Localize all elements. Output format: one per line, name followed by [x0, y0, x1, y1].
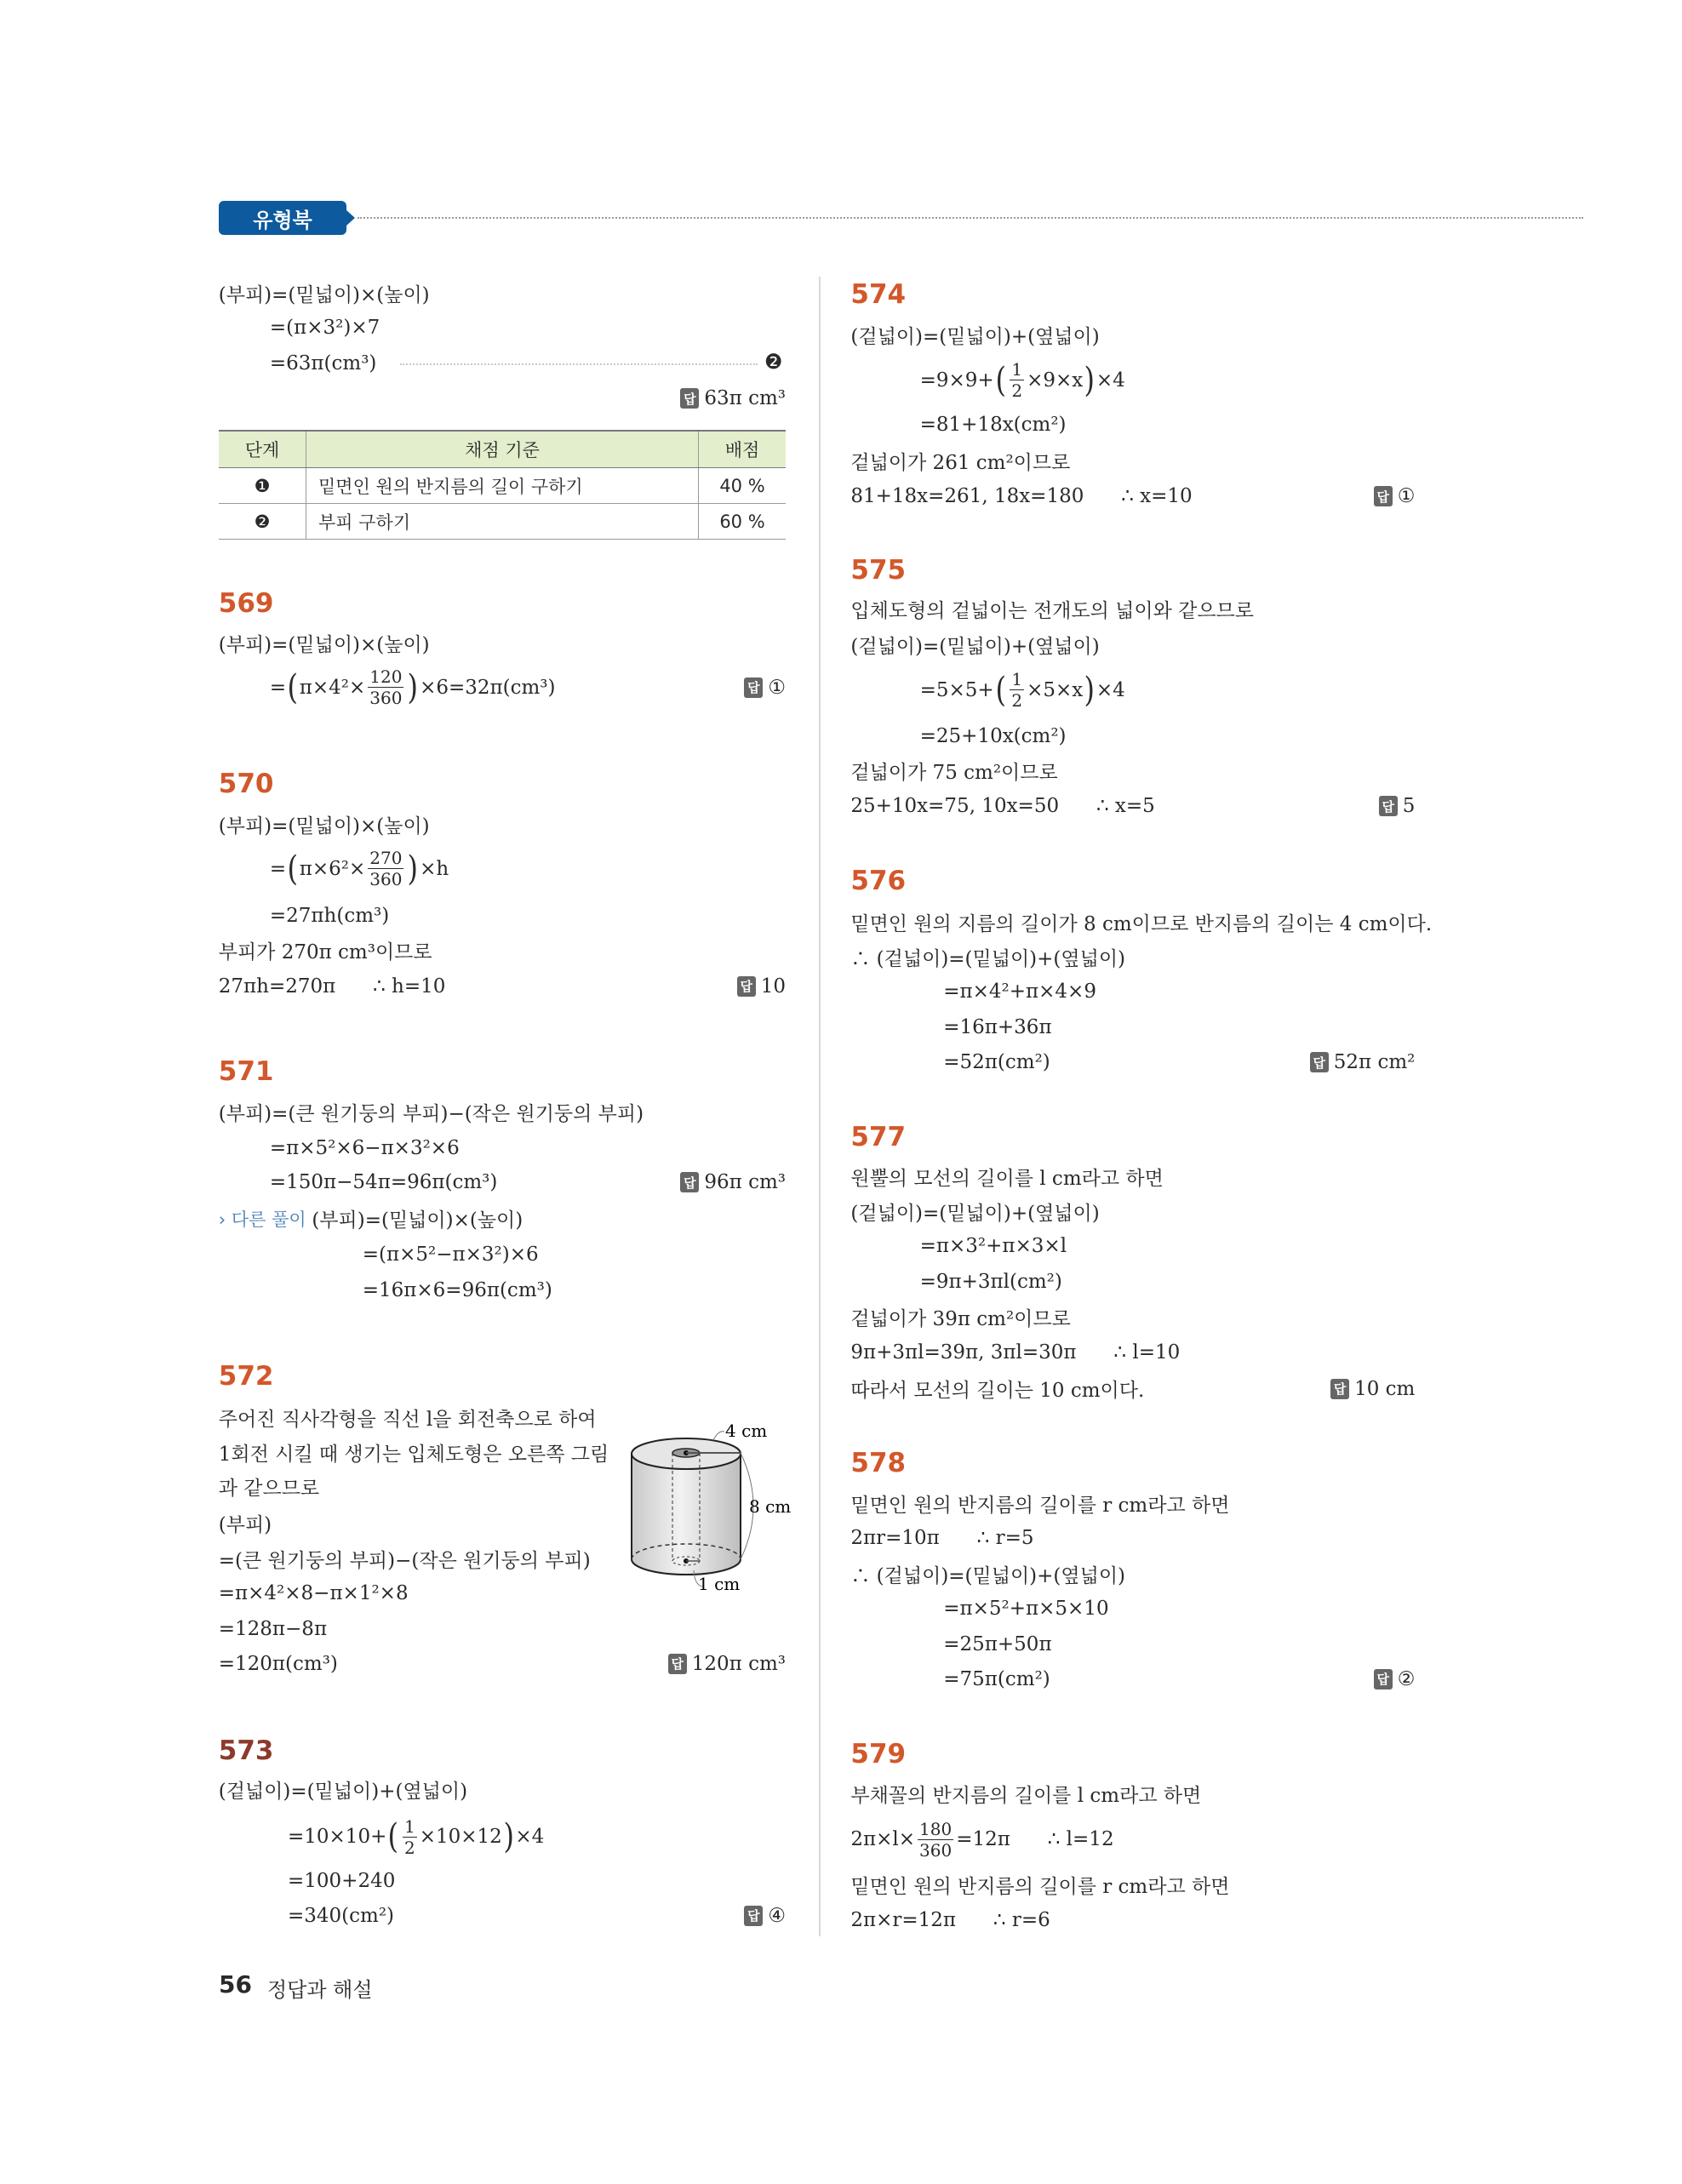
- answer-value: 10 cm: [1354, 1377, 1416, 1400]
- math-text: =9π+3πl(cm²): [919, 1271, 1062, 1294]
- solution-line: [270, 342, 377, 385]
- large-parenthesis: (: [995, 670, 1006, 710]
- math-text: ×5×x: [1027, 678, 1084, 701]
- dotted-leader: [400, 363, 758, 365]
- solution-line: [850, 1818, 1113, 1861]
- math-text: 밑면인 원의 지름의 길이가 8 cm이므로 반지름의 길이는 4 cm이다.: [850, 913, 1433, 936]
- fraction-denominator: 360: [369, 869, 403, 889]
- step-cell: ❷: [219, 504, 306, 540]
- math-text: =5×5+: [919, 678, 994, 701]
- solution-line: [219, 803, 430, 846]
- math-text: ×6=32π(cm³): [420, 676, 556, 699]
- solution-line: [270, 848, 449, 890]
- table-header: 채점 기준: [306, 431, 699, 468]
- solution-line: [363, 1269, 552, 1312]
- step-cell: ❶: [219, 468, 306, 504]
- large-parenthesis: ): [408, 667, 419, 707]
- math-text: ×9×x: [1027, 369, 1084, 392]
- math-text: =340(cm²): [288, 1904, 395, 1927]
- solution-line: [850, 475, 1192, 517]
- math-text: 부피가 270π cm³이므로: [218, 940, 432, 963]
- solution-line: [920, 669, 1125, 712]
- math-text: π×4²×: [299, 676, 366, 699]
- answer-value: ①: [768, 676, 786, 699]
- table-row: [219, 504, 786, 540]
- math-text: 부채꼴의 반지름의 길이를 l cm라고 하면: [850, 1785, 1202, 1808]
- math-text: 겉넓이가 75 cm²이므로: [850, 761, 1058, 784]
- answer-badge-icon: 답: [680, 388, 699, 409]
- alternate-solution-label: › 다른 풀이: [218, 1209, 312, 1230]
- math-text: =(π×5²−π×3²)×6: [362, 1243, 539, 1266]
- solution-line: [219, 1643, 338, 1685]
- math-text: (부피)=(밑넓이)×(높이): [218, 815, 430, 838]
- math-text: =27πh(cm³): [269, 904, 390, 927]
- answer-badge-icon: 답: [1330, 1379, 1349, 1399]
- math-text: ×h: [420, 857, 449, 880]
- fraction: [1010, 669, 1024, 711]
- table-header: 배점: [699, 431, 787, 468]
- answer-badge-icon: 답: [1374, 486, 1393, 506]
- answer: [1379, 785, 1416, 827]
- math-text: =(큰 원기둥의 부피)−(작은 원기둥의 부피): [218, 1549, 591, 1572]
- math-text: 따라서 모선의 길이는 10 cm이다.: [850, 1380, 1145, 1402]
- large-parenthesis: (: [287, 849, 299, 889]
- math-text: 밑면인 원의 반지름의 길이를 r cm라고 하면: [850, 1494, 1230, 1517]
- large-parenthesis: (: [995, 360, 1006, 400]
- answer: [737, 965, 786, 1008]
- math-text: =25+10x(cm²): [919, 724, 1067, 747]
- large-parenthesis: (: [387, 1817, 399, 1856]
- section-tab: 유형북: [219, 201, 346, 235]
- math-text: 25+10x=75, 10x=50 ∴ x=5: [850, 795, 1155, 818]
- math-text: =10×10+: [288, 1826, 387, 1848]
- large-parenthesis: (: [287, 667, 299, 707]
- answer-badge-icon: 답: [744, 1906, 763, 1926]
- math-text: =π×5²×6−π×3²×6: [269, 1136, 460, 1159]
- solution-line: [270, 666, 556, 709]
- step-marker: ❷: [764, 350, 783, 374]
- answer-badge-icon: 답: [1379, 796, 1398, 816]
- problem-number: 578: [850, 1448, 907, 1479]
- math-text: ×4: [1096, 678, 1125, 701]
- fraction-numerator: 1: [1011, 669, 1023, 690]
- fraction: [1010, 359, 1024, 401]
- answer: [744, 1895, 786, 1937]
- fraction-denominator: 360: [369, 688, 403, 709]
- table-header: 단계: [219, 431, 306, 468]
- answer-value: 63π cm³: [704, 387, 786, 409]
- answer-badge-icon: 답: [668, 1654, 687, 1674]
- math-text: (겉넓이)=(밑넓이)+(옆넓이): [850, 635, 1100, 658]
- problem-number: 577: [850, 1121, 907, 1152]
- inner-radius-label: 1 cm: [698, 1574, 741, 1594]
- solution-line: [850, 1368, 1144, 1410]
- math-text: (부피)=(밑넓이)×(높이): [218, 284, 430, 306]
- answer: [668, 1643, 786, 1685]
- answer-value: 120π cm³: [691, 1652, 786, 1675]
- math-text: =9×9+: [919, 369, 994, 392]
- large-parenthesis: ): [1084, 670, 1096, 710]
- math-text: 겉넓이가 39π cm²이므로: [850, 1307, 1071, 1330]
- math-text: =25π+50π: [943, 1633, 1052, 1656]
- fraction: [403, 1816, 417, 1858]
- math-text: =16π+36π: [943, 1016, 1052, 1039]
- math-text: ∴ (겉넓이)=(밑넓이)+(옆넓이): [850, 1564, 1126, 1587]
- large-parenthesis: ): [1084, 360, 1096, 400]
- math-text: (부피)=(밑넓이)×(높이): [218, 634, 430, 657]
- math-text: 겉넓이가 261 cm²이므로: [850, 451, 1071, 474]
- solution-line: [850, 1773, 1201, 1815]
- math-text: =π×5²+π×5×10: [943, 1597, 1109, 1620]
- fraction-numerator: 1: [403, 1815, 415, 1837]
- table-row: [219, 468, 786, 504]
- solution-line: [288, 1815, 544, 1858]
- answer-value: ②: [1397, 1667, 1416, 1690]
- column-divider: [819, 277, 821, 1936]
- answer-badge-icon: 답: [1310, 1052, 1329, 1072]
- math-text: =100+240: [288, 1870, 396, 1892]
- answer-value: 96π cm³: [704, 1171, 786, 1194]
- math-text: 2π×r=12π ∴ r=6: [850, 1908, 1050, 1931]
- answer: [1310, 1041, 1416, 1083]
- math-text: π×6²×: [299, 857, 366, 880]
- answer-value: ①: [1397, 485, 1416, 508]
- score-cell: 60 %: [699, 504, 787, 540]
- math-text: 주어진 직사각형을 직선 l을 회전축으로 하여: [218, 1409, 597, 1432]
- problem-number: 576: [850, 866, 907, 897]
- math-text: 원뿔의 모선의 길이를 l cm라고 하면: [850, 1168, 1164, 1191]
- radius-label: 4 cm: [725, 1421, 768, 1441]
- math-text: 1회전 시킬 때 생기는 입체도형은 오른쪽 그림: [218, 1443, 609, 1466]
- solution-line: [850, 785, 1154, 827]
- footer-title: 정답과 해설: [267, 1978, 373, 2002]
- math-text: =: [269, 676, 287, 699]
- math-text: =63π(cm³): [269, 352, 377, 375]
- math-text: (부피): [218, 1513, 272, 1536]
- math-text: =: [269, 857, 287, 880]
- height-label: 8 cm: [749, 1496, 792, 1517]
- math-text: (겉넓이)=(밑넓이)+(옆넓이): [850, 1203, 1100, 1225]
- problem-number: 579: [850, 1738, 907, 1769]
- problem-number: 572: [218, 1360, 274, 1392]
- math-text: (부피)=(큰 원기둥의 부피)−(작은 원기둥의 부피): [218, 1103, 644, 1125]
- answer-value: 5: [1402, 795, 1416, 818]
- math-text: (겉넓이)=(밑넓이)+(옆넓이): [850, 325, 1100, 348]
- fraction-numerator: 180: [919, 1818, 953, 1839]
- problem-number: 574: [850, 279, 907, 311]
- math-text: (부피)=(밑넓이)×(높이): [312, 1209, 523, 1232]
- cylinder-figure: [613, 1396, 800, 1600]
- math-text: =12π ∴ l=12: [956, 1828, 1114, 1851]
- solution-line: [288, 1895, 394, 1937]
- math-text: ×4: [515, 1826, 545, 1848]
- math-text: ∴ (겉넓이)=(밑넓이)+(옆넓이): [850, 948, 1126, 970]
- header-dotted-rule: [358, 217, 1583, 219]
- fraction: [368, 848, 403, 889]
- answer: [1374, 1658, 1416, 1701]
- problem-number: 573: [218, 1735, 274, 1767]
- large-parenthesis: ): [408, 849, 419, 889]
- score-cell: 40 %: [699, 468, 787, 504]
- math-text: ×4: [1096, 369, 1125, 392]
- solution-line: [219, 965, 446, 1008]
- solution-line: [219, 622, 430, 665]
- math-text: ×10×12: [419, 1826, 502, 1848]
- answer-badge-icon: 답: [1374, 1669, 1393, 1689]
- math-text: =16π×6=96π(cm³): [362, 1279, 552, 1302]
- math-text: =π×4²×8−π×1²×8: [218, 1582, 409, 1604]
- math-text: 27πh=270π ∴ h=10: [218, 975, 446, 998]
- solution-line: [219, 1769, 467, 1811]
- fraction-denominator: 2: [1011, 690, 1023, 712]
- math-text: =81+18x(cm²): [919, 413, 1067, 436]
- solution-line: [943, 1041, 1050, 1083]
- fraction-numerator: 120: [369, 666, 403, 688]
- fraction-denominator: 360: [919, 1839, 953, 1861]
- fraction-denominator: 2: [1011, 380, 1023, 402]
- problem-number: 571: [218, 1056, 274, 1088]
- math-text: 9π+3πl=39π, 3πl=30π ∴ l=10: [850, 1341, 1181, 1364]
- solution-line: [850, 313, 1099, 356]
- math-text: 밑면인 원의 반지름의 길이를 r cm라고 하면: [850, 1876, 1230, 1899]
- math-text: 과 같으므로: [218, 1478, 320, 1501]
- problem-number: 569: [218, 587, 274, 619]
- math-text: =52π(cm²): [943, 1051, 1050, 1073]
- answer-value: ④: [768, 1904, 786, 1927]
- problem-number: 570: [218, 769, 274, 800]
- math-text: 81+18x=261, 18x=180 ∴ x=10: [850, 485, 1193, 508]
- math-text: =π×4²+π×4×9: [943, 981, 1096, 1003]
- solution-line: [920, 359, 1125, 402]
- criteria-cell: 밑면인 원의 반지름의 길이 구하기: [306, 468, 699, 504]
- math-text: =75π(cm²): [943, 1667, 1050, 1690]
- solution-line: [943, 1658, 1050, 1701]
- math-text: =150π−54π=96π(cm³): [269, 1171, 498, 1194]
- answer: [680, 1161, 786, 1203]
- math-text: =π×3²+π×3×l: [919, 1235, 1067, 1258]
- answer: [744, 666, 786, 709]
- math-text: 입체도형의 겉넓이는 전개도의 넓이와 같으므로: [850, 599, 1254, 622]
- math-text: =128π−8π: [218, 1618, 328, 1641]
- math-text: =(π×3²)×7: [269, 317, 380, 340]
- solution-line: [850, 623, 1099, 666]
- math-text: =120π(cm³): [218, 1652, 338, 1675]
- fraction-denominator: 2: [403, 1837, 415, 1858]
- math-text: 2π×l×: [850, 1828, 916, 1851]
- answer-badge-icon: 답: [737, 976, 756, 997]
- grading-table: [219, 430, 786, 540]
- fraction-numerator: 270: [369, 848, 403, 868]
- large-parenthesis: ): [503, 1817, 514, 1856]
- answer: [1330, 1368, 1415, 1410]
- criteria-cell: 부피 구하기: [306, 504, 699, 540]
- fraction: [918, 1819, 953, 1861]
- problem-number: 575: [850, 554, 907, 586]
- answer-badge-icon: 답: [744, 677, 763, 698]
- answer-value: 52π cm²: [1333, 1051, 1416, 1073]
- solution-line: [850, 1899, 1050, 1941]
- fraction: [368, 666, 403, 708]
- answer: [680, 377, 786, 420]
- math-text: (겉넓이)=(밑넓이)+(옆넓이): [218, 1781, 468, 1804]
- answer: [1374, 475, 1416, 517]
- answer-value: 10: [760, 975, 786, 998]
- page-number: 56: [219, 1970, 252, 1998]
- math-text: 2πr=10π ∴ r=5: [850, 1527, 1034, 1549]
- fraction-numerator: 1: [1011, 359, 1023, 380]
- answer-badge-icon: 답: [680, 1172, 699, 1192]
